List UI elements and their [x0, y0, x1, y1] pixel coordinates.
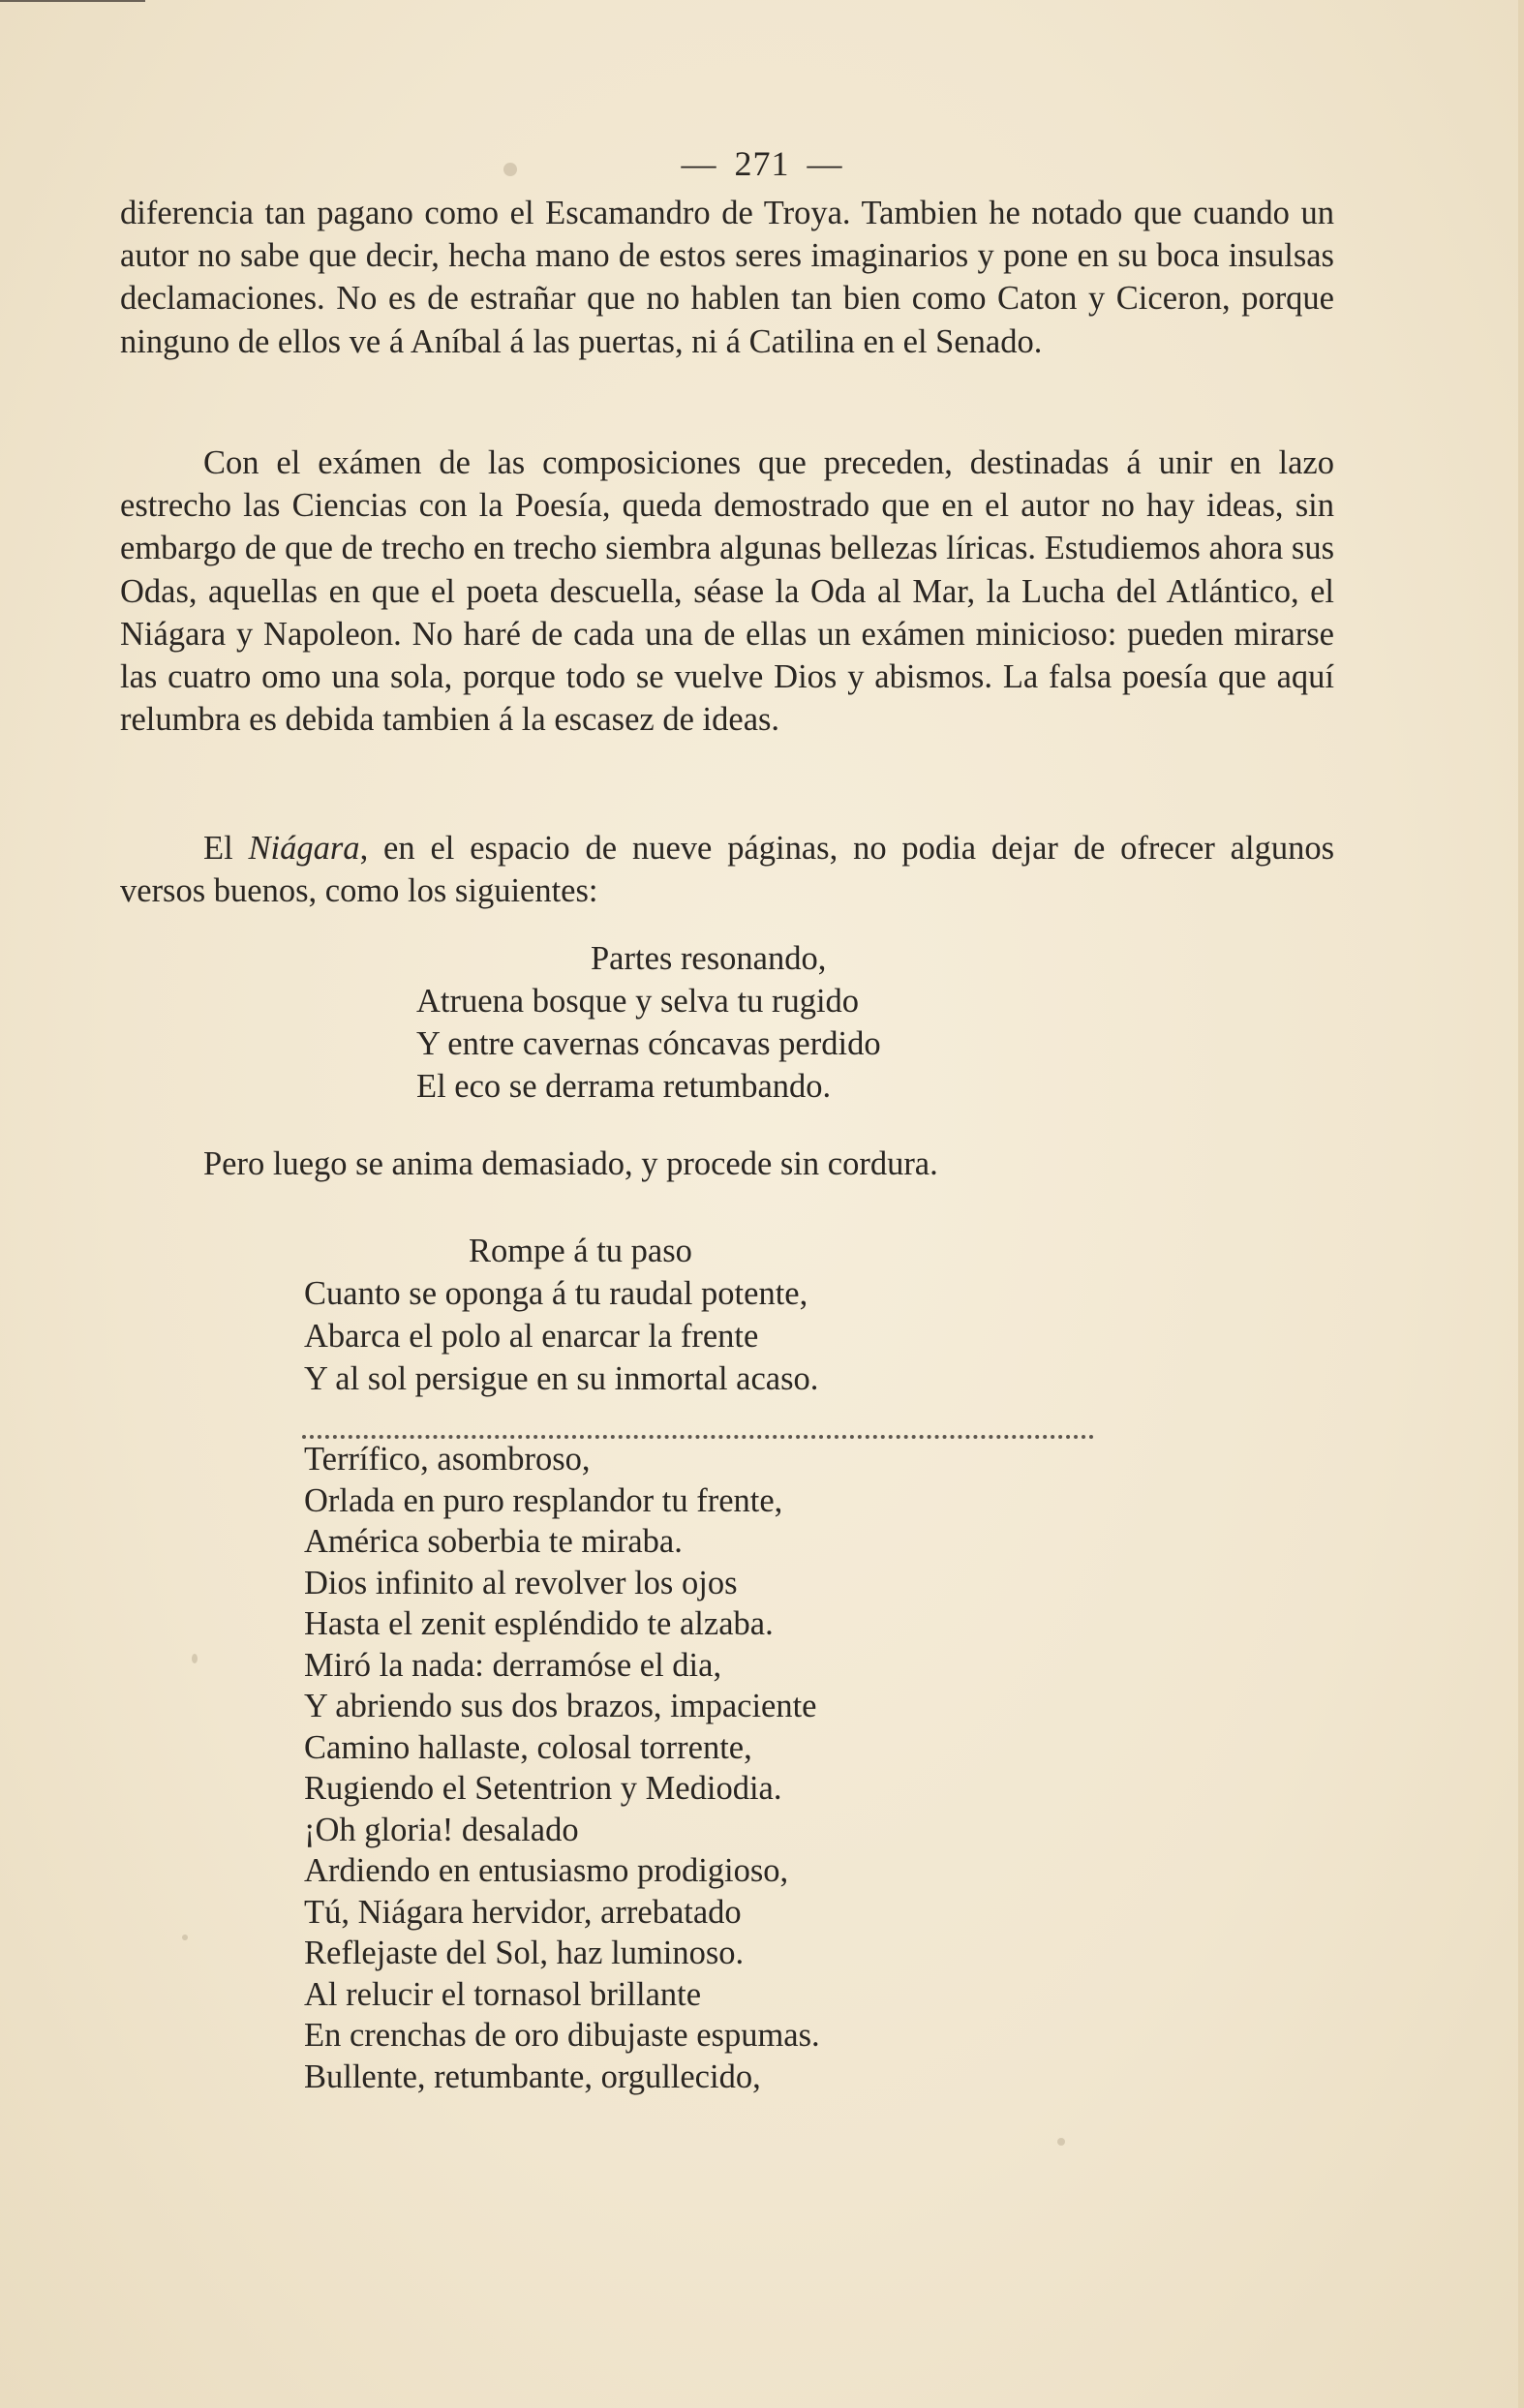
- verse-line: Abarca el polo al enarcar la frente: [304, 1318, 759, 1355]
- verse-line: Terrífico, asombroso,: [304, 1441, 591, 1478]
- paper-blemish: [503, 163, 517, 176]
- verse-line: Hasta el zenit espléndido te alzaba.: [304, 1605, 774, 1642]
- page-number: — 271 —: [681, 144, 843, 183]
- paragraph-1: diferencia tan pagano como el Escamandro de Troya. Tambien he notado que cuando un autor no sabe que decir, hecha mano de estos seres imaginarios y pone en su boca insulsas declamaciones. No es de estrañar que no hablen tan bien como Caton y Ciceron, porque ninguno de ellos ve á Aníbal á las puertas, ni á Catilina en el Senado.: [120, 195, 1334, 360]
- verse-line: Y al sol persigue en su inmortal acaso.: [304, 1360, 819, 1397]
- verse-line: Ardiendo en entusiasmo prodigioso,: [304, 1852, 789, 1889]
- verse-line: Atruena bosque y selva tu rugido: [416, 983, 860, 1020]
- work-title: Niágara: [248, 830, 360, 867]
- ellipsis-rule: [302, 1416, 1094, 1439]
- verse-line: Y abriendo sus dos brazos, impaciente: [304, 1688, 817, 1724]
- verse-line: América soberbia te miraba.: [304, 1523, 683, 1560]
- verse-quote-1: [416, 937, 881, 1108]
- verse-line: Rugiendo el Setentrion y Mediodia.: [304, 1770, 782, 1807]
- verse-quote-2: [304, 1230, 818, 1400]
- paragraph-3-block: [120, 827, 1334, 912]
- page-edge: [1518, 0, 1524, 2408]
- transition-line: Pero luego se anima demasiado, y procede sin cordura.: [203, 1145, 938, 1182]
- verse-line: Camino hallaste, colosal torrente,: [304, 1728, 752, 1766]
- verse-line: Tú, Niágara hervidor, arrebatado: [304, 1893, 742, 1931]
- paper-blemish: [182, 1935, 188, 1940]
- verse-line: Rompe á tu paso: [469, 1233, 692, 1269]
- paper-blemish: [192, 1654, 198, 1663]
- paper-blemish: [1057, 2138, 1065, 2146]
- top-rule: [0, 0, 145, 2]
- paragraph-2-block: [120, 442, 1334, 741]
- verse-line: Partes resonando,: [591, 940, 827, 977]
- verse-quote-3: [304, 1439, 820, 2097]
- verse-line: Reflejaste del Sol, haz luminoso.: [304, 1935, 745, 1971]
- verse-line: Dios infinito al revolver los ojos: [304, 1564, 738, 1601]
- page-number-value: 271: [734, 144, 790, 183]
- paragraph-1-block: [120, 192, 1334, 363]
- verse-line: Orlada en puro resplandor tu frente,: [304, 1481, 783, 1519]
- verse-line: El eco se derrama retumbando.: [416, 1068, 832, 1105]
- verse-line: Al relucir el tornasol brillante: [304, 1975, 702, 2013]
- verse-line: Miró la nada: derramóse el dia,: [304, 1646, 722, 1684]
- verse-line: Cuanto se oponga á tu raudal potente,: [304, 1275, 808, 1312]
- verse-line: ¡Oh gloria! desalado: [304, 1811, 579, 1848]
- verse-line: Y entre cavernas cóncavas perdido: [416, 1025, 881, 1062]
- verse-line: Bullente, retumbante, orgullecido,: [304, 2057, 761, 2095]
- paragraph-2: Con el exámen de las composiciones que preceden, destinadas á unir en lazo estrecho las Ciencias con la Poesía, queda demostrado que en el autor no hay ideas, sin embargo de que de trecho en trecho siembra algunas bellezas líricas. Estudiemos ahora sus Odas, aquellas en que el poeta descuella, séase la Oda al Mar, la Lucha del Atlántico, el Niágara y Napoleon. No haré de cada una de ellas un exámen minicioso: pueden mirarse las cuatro omo una sola, porque todo se vuelve Dios y abismos. La falsa poesía que aquí relumbra es debida tambien á la escasez de ideas.: [120, 444, 1334, 739]
- verse-line: En crenchas de oro dibujaste espumas.: [304, 2017, 820, 2054]
- paragraph-3: El Niágara, en el espacio de nueve páginas, no podia dejar de ofrecer algunos versos buenos, como los siguientes:: [120, 830, 1334, 910]
